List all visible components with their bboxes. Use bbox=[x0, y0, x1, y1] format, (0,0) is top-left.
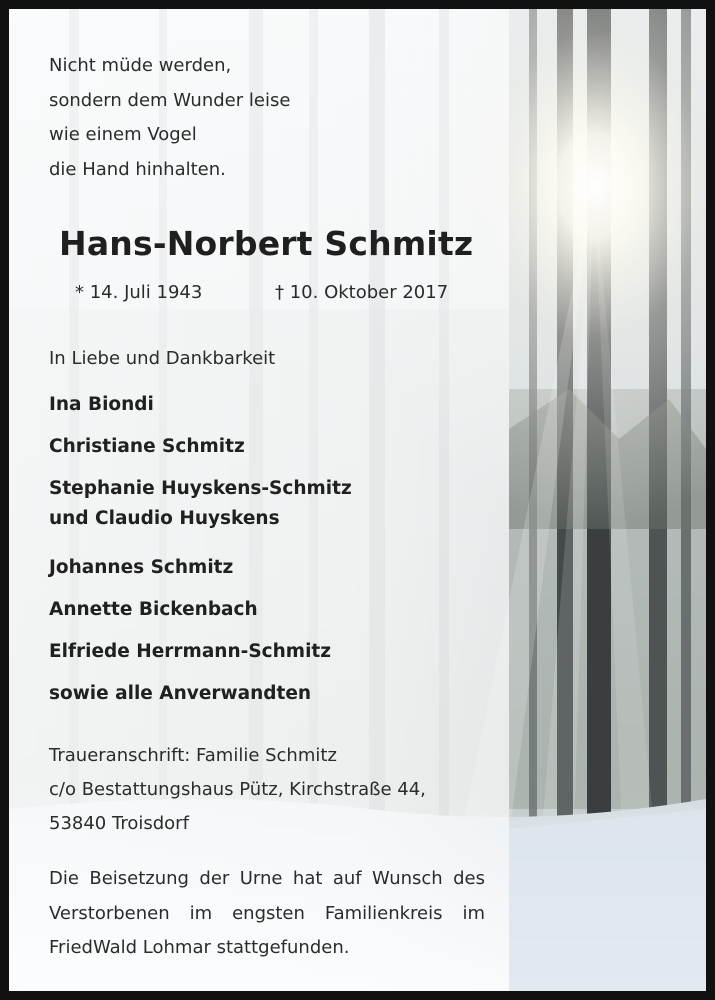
obituary-content bbox=[49, 9, 489, 991]
mourner-couple bbox=[49, 478, 352, 557]
poem-line: sondern dem Wunder leise bbox=[49, 89, 291, 111]
poem-line: Nicht müde werden, bbox=[49, 55, 232, 76]
poem bbox=[49, 49, 290, 187]
mourner-name: Annette Bickenbach bbox=[49, 599, 258, 620]
mourner-name: Stephanie Huyskens-Schmitz bbox=[49, 478, 352, 499]
dedication-line: In Liebe und Dankbarkeit bbox=[49, 348, 276, 369]
address-line: Traueranschrift: Familie Schmitz bbox=[49, 745, 337, 766]
mourner-name: und Claudio Huyskens bbox=[49, 508, 280, 529]
poem-line: wie einem Vogel bbox=[49, 124, 197, 145]
burial-notice: Die Beisetzung der Urne hat auf Wunsch des Verstorbenen im engsten Familienkreis im FriedWald Lohmar stattgefunden. bbox=[49, 868, 485, 958]
mourning-address bbox=[49, 739, 426, 841]
address-line: c/o Bestattungshaus Pütz, Kirchstraße 44, bbox=[49, 779, 426, 800]
mourner-name: Ina Biondi bbox=[49, 394, 154, 415]
death-date: † 10. Oktober 2017 bbox=[275, 282, 449, 303]
address-line: 53840 Troisdorf bbox=[49, 813, 189, 834]
poem-line: die Hand hinhalten. bbox=[49, 158, 226, 180]
mourner-name: sowie alle Anverwandten bbox=[49, 683, 312, 704]
mourners-list bbox=[49, 394, 352, 725]
mourner-name: Christiane Schmitz bbox=[49, 436, 245, 457]
birth-date: * 14. Juli 1943 bbox=[75, 282, 203, 303]
mourner-name: Johannes Schmitz bbox=[49, 557, 234, 578]
deceased-name: Hans-Norbert Schmitz bbox=[59, 224, 474, 263]
mourner-name: Elfriede Herrmann-Schmitz bbox=[49, 641, 332, 662]
